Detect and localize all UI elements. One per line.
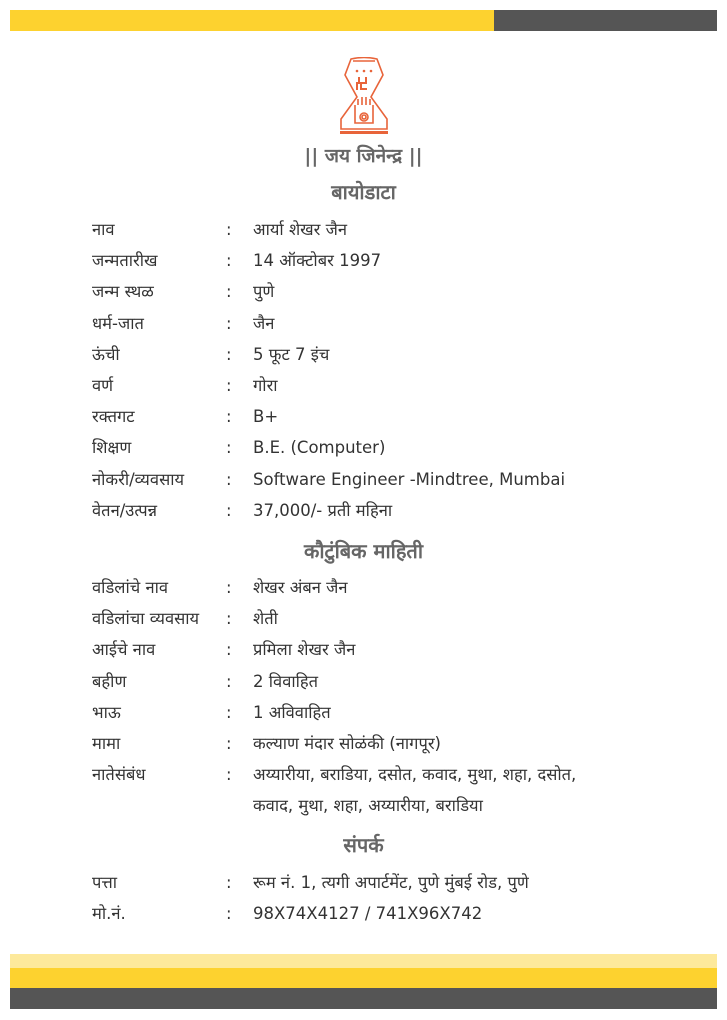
field-value: 5 फूट 7 इंच (253, 344, 330, 364)
separator: : (226, 344, 232, 364)
contact-section-title: संपर्क (343, 833, 384, 857)
separator: : (226, 578, 232, 597)
field-label: ऊंची (92, 344, 120, 364)
field-label: नोकरी/व्यवसाय (92, 469, 185, 489)
field-value: कल्याण मंदार सोळंकी (नागपूर) (253, 733, 441, 753)
field-value: 37,000/- प्रती महिना (253, 500, 393, 520)
field-value: 14 ऑक्टोबर 1997 (253, 251, 382, 271)
field-label: वडिलांचा व्यवसाय (92, 609, 200, 629)
separator: : (226, 702, 232, 722)
separator: : (226, 904, 232, 924)
bottom-bar-pale-yellow (10, 954, 717, 968)
invocation-heading: || जय जिनेन्द्र || (304, 145, 423, 167)
field-label: आईचे नाव (92, 640, 156, 660)
family-details (92, 572, 652, 821)
separator: : (226, 469, 232, 489)
bottom-bar-yellow (10, 968, 717, 988)
field-value: जैन (253, 313, 275, 333)
field-label: शिक्षण (92, 438, 132, 458)
field-value: गोरा (253, 375, 278, 395)
separator: : (226, 251, 232, 271)
field-value: अय्यारीया, बराडिया, दसोत, कवाद, मुथा, शहा, दसोत, कवाद, मुथा, शहा, अय्यारीया, बराडिया (253, 765, 577, 816)
field-value: 2 विवाहित (253, 671, 319, 691)
detail-row-complexion (92, 370, 652, 401)
contact-row-mobile (92, 898, 652, 929)
family-row-brother (92, 697, 652, 728)
top-bar-gray (494, 10, 717, 31)
field-label: मामा (92, 733, 121, 753)
family-row-maternal-uncle (92, 728, 652, 759)
family-section-title: कौटुंबिक माहिती (303, 539, 424, 563)
field-value: रूम नं. 1, त्यगी अपार्टमेंट, पुणे मुंबई रोड, पुणे (253, 873, 529, 892)
separator: : (226, 282, 232, 302)
family-row-mother (92, 634, 652, 665)
separator: : (226, 640, 232, 660)
field-label: धर्म-जात (92, 313, 144, 333)
detail-row-income (92, 495, 652, 526)
personal-details (92, 214, 652, 526)
family-row-father (92, 572, 652, 603)
separator: : (226, 220, 232, 239)
detail-row-name (92, 214, 652, 245)
contact-row-address (92, 867, 652, 898)
separator: : (226, 313, 232, 333)
field-value: 1 अविवाहित (253, 702, 331, 722)
field-value: 98X74X4127 / 741X96X742 (253, 904, 483, 924)
bottom-bar-gray (10, 988, 717, 1009)
separator: : (226, 609, 232, 629)
separator: : (226, 407, 232, 427)
field-label: जन्म स्थळ (92, 282, 154, 302)
field-label: मो.नं. (92, 904, 126, 924)
field-label: रक्तगट (92, 407, 135, 427)
separator: : (226, 765, 232, 785)
detail-row-birthplace (92, 276, 652, 307)
detail-row-blood-group (92, 401, 652, 432)
separator: : (226, 438, 232, 458)
top-bar-yellow (10, 10, 494, 31)
field-label: नाव (92, 220, 115, 239)
detail-row-occupation (92, 464, 652, 495)
field-value: शेखर अंबन जैन (253, 578, 348, 597)
field-label: वेतन/उत्पन्न (92, 500, 158, 520)
detail-row-education (92, 432, 652, 463)
top-decorative-bar (10, 10, 717, 31)
family-row-father-occupation (92, 603, 652, 634)
family-row-relatives (92, 759, 652, 821)
separator: : (226, 500, 232, 520)
contact-details (92, 867, 652, 929)
field-value: Software Engineer -Mindtree, Mumbai (253, 469, 566, 489)
field-label: वर्ण (92, 375, 114, 395)
separator: : (226, 375, 232, 395)
separator: : (226, 733, 232, 753)
field-label: पत्ता (92, 873, 118, 892)
field-label: भाऊ (92, 702, 121, 722)
detail-row-height (92, 339, 652, 370)
field-value: B.E. (Computer) (253, 438, 386, 458)
detail-row-religion (92, 308, 652, 339)
separator: : (226, 671, 232, 691)
family-row-sister (92, 666, 652, 697)
field-label: बहीण (92, 671, 127, 691)
biodata-title: बायोडाटा (331, 180, 396, 204)
detail-row-dob (92, 245, 652, 276)
field-value: प्रमिला शेखर जैन (253, 640, 356, 660)
field-value: पुणे (253, 282, 275, 302)
field-value: शेती (253, 609, 278, 629)
field-label: वडिलांचे नाव (92, 578, 169, 597)
separator: : (226, 873, 232, 892)
field-label: नातेसंबंध (92, 765, 146, 785)
jain-emblem-icon (331, 57, 397, 139)
field-label: जन्मतारीख (92, 251, 158, 271)
field-value: B+ (253, 407, 279, 427)
field-value: आर्या शेखर जैन (253, 220, 348, 239)
